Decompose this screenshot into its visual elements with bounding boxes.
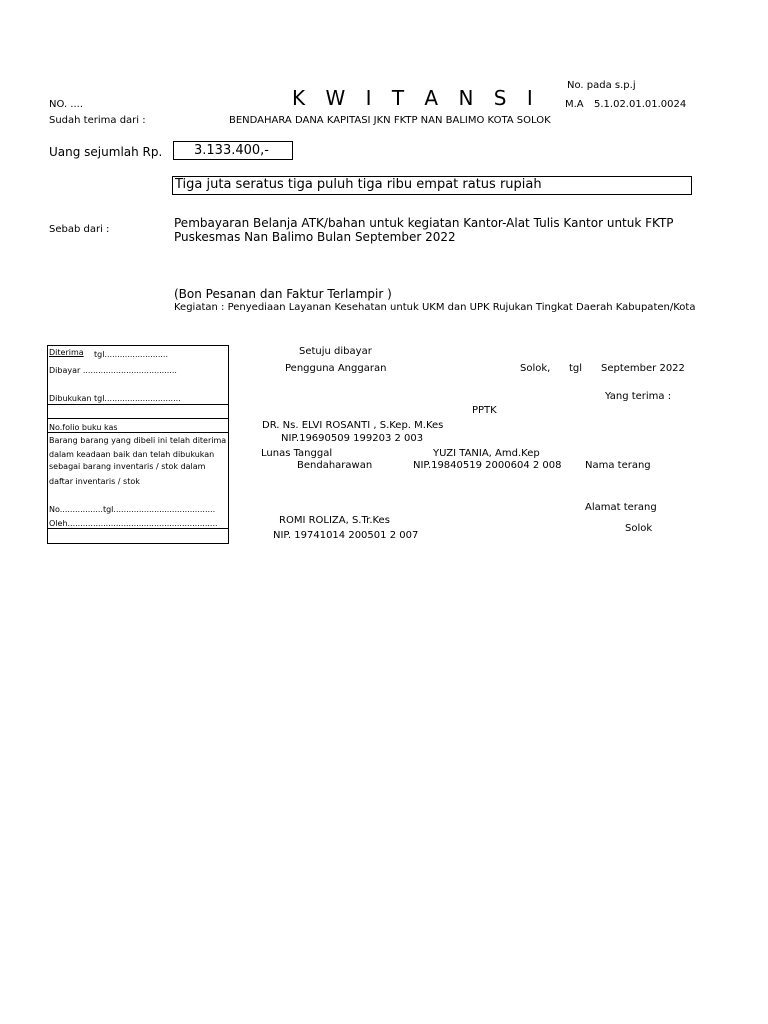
reason-line-1: Pembayaran Belanja ATK/bahan untuk kegiatan Kantor-Alat Tulis Kantor untuk FKTP	[174, 216, 674, 230]
receipt-number: NO. ....	[49, 99, 84, 110]
pptk-name: YUZI TANIA, Amd.Kep	[433, 448, 540, 459]
place-label: Solok,	[520, 363, 551, 374]
paid-date-label: Lunas Tanggal	[261, 448, 333, 459]
inventory-note-3: sebagai barang inventaris / stok dalam	[49, 462, 206, 471]
divider-1	[48, 404, 228, 405]
approve-label: Setuju dibayar	[299, 346, 372, 357]
amount-in-words: Tiga juta seratus tiga puluh tiga ribu empat ratus rupiah	[175, 177, 542, 192]
dibukukan-line: Dibukukan tgl..............................	[49, 394, 181, 403]
oleh-line: Oleh...........................................................	[49, 519, 218, 528]
pptk-nip: NIP.19840519 2000604 2 008	[413, 460, 562, 471]
reason-line-2: Puskesmas Nan Balimo Bulan September 2022	[174, 230, 456, 244]
divider-4	[48, 528, 228, 529]
inventory-note-4: daftar inventaris / stok	[49, 477, 140, 486]
diterima-date: tgl.........................	[94, 350, 169, 359]
treasurer-name: ROMI ROLIZA, S.Tr.Kes	[279, 515, 390, 526]
ma-label: M.A	[565, 99, 584, 110]
diterima-label: Diterima	[49, 348, 84, 357]
budget-user-label: Pengguna Anggaran	[285, 363, 387, 374]
inventory-note-1: Barang barang yang dibeli ini telah diterima	[49, 436, 227, 445]
received-from-value: BENDAHARA DANA KAPITASI JKN FKTP NAN BALIMO KOTA SOLOK	[229, 115, 551, 126]
ma-code: 5.1.02.01.01.0024	[594, 99, 687, 110]
activity-line: Kegiatan : Penyediaan Layanan Kesehatan untuk UKM dan UPK Rujukan Tingkat Daerah Kabupaten/Kota	[174, 302, 696, 313]
pptk-label: PPTK	[472, 405, 497, 416]
folio-label: No.folio buku kas	[49, 423, 118, 432]
budget-user-name: DR. Ns. ELVI ROSANTI , S.Kep. M.Kes	[262, 420, 444, 431]
amount-value: 3.133.400,-	[194, 143, 269, 158]
date-tgl-label: tgl	[569, 363, 583, 374]
no-date-line: No.................tgl........................................	[49, 505, 216, 514]
attachment-note: (Bon Pesanan dan Faktur Terlampir )	[174, 287, 392, 301]
treasurer-label: Bendaharawan	[297, 460, 373, 471]
received-from-label: Sudah terima dari :	[49, 115, 146, 126]
city-label: Solok	[625, 523, 653, 534]
treasurer-nip: NIP. 19741014 200501 2 007	[273, 530, 419, 541]
address-label: Alamat terang	[585, 502, 657, 513]
receiver-label: Yang terima :	[605, 391, 672, 402]
full-name-label: Nama terang	[585, 460, 651, 471]
verification-box	[47, 345, 229, 544]
divider-2	[48, 418, 228, 419]
amount-label: Uang sejumlah Rp.	[49, 145, 163, 159]
dibayar-line: Dibayar .....................................	[49, 366, 177, 375]
spj-label: No. pada s.p.j	[567, 80, 636, 91]
date-month: September 2022	[601, 363, 685, 374]
document-title: K W I T A N S I	[292, 86, 540, 110]
amount-box	[173, 141, 293, 160]
divider-3	[48, 432, 228, 433]
budget-user-nip: NIP.19690509 199203 2 003	[281, 433, 424, 444]
amount-in-words-box	[172, 176, 692, 195]
inventory-note-2: dalam keadaan baik dan telah dibukukan	[49, 450, 215, 459]
reason-label: Sebab dari :	[49, 224, 110, 235]
